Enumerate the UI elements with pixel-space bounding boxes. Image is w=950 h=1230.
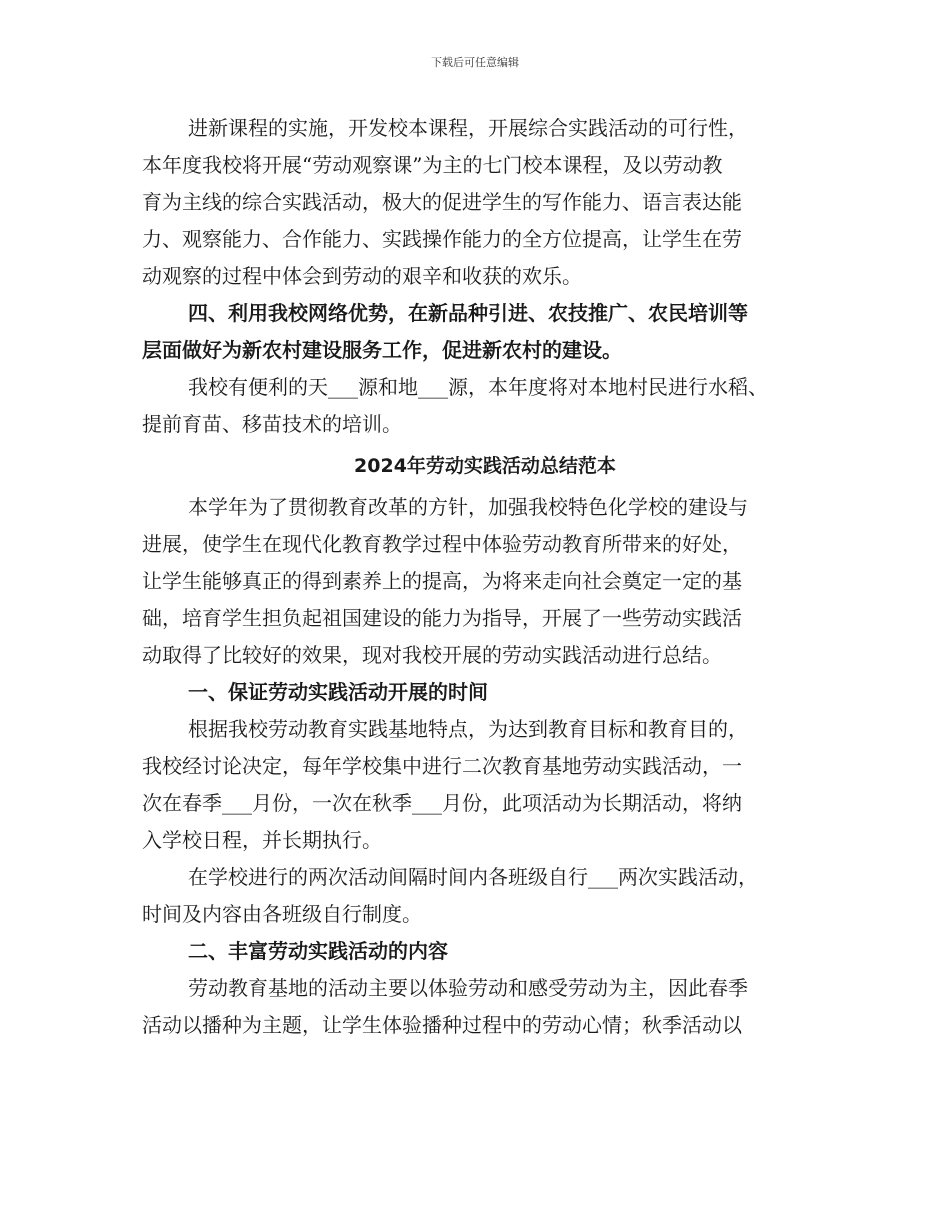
section-heading: 二、丰富劳动实践活动的内容 — [188, 939, 448, 963]
paragraph-line: 础，培育学生担负起祖国建设的能力为指导，开展了一些劳动实践活 — [142, 606, 742, 630]
document-title: 2024年劳动实践活动总结范本 — [354, 455, 616, 477]
paragraph-line: 劳动教育基地的活动主要以体验劳动和感受劳动为主，因此春季 — [188, 976, 748, 1000]
paragraph-line: 动观察的过程中体会到劳动的艰辛和收获的欢乐。 — [142, 264, 582, 288]
paragraph-line: 在学校进行的两次活动间隔时间内各班级自行___两次实践活动， — [188, 865, 758, 889]
paragraph-line: 时间及内容由各班级自行制度。 — [142, 902, 422, 926]
page-header: 下载后可任意编辑 — [431, 56, 519, 69]
paragraph-line: 进展，使学生在现代化教育教学过程中体验劳动教育所带来的好处， — [142, 532, 742, 556]
paragraph-line: 入学校日程，并长期执行。 — [142, 828, 382, 852]
paragraph-line: 让学生能够真正的得到素养上的提高，为将来走向社会奠定一定的基 — [142, 569, 742, 593]
paragraph-line: 我校经讨论决定，每年学校集中进行二次教育基地劳动实践活动，一 — [142, 754, 742, 778]
paragraph-line: 次在春季___月份，一次在秋季___月份，此项活动为长期活动，将纳 — [142, 791, 742, 815]
document-body — [142, 110, 828, 1044]
paragraph-line: 本学年为了贯彻教育改革的方针，加强我校特色化学校的建设与 — [188, 495, 748, 519]
paragraph-line: 育为主线的综合实践活动，极大的促进学生的写作能力、语言表达能 — [142, 190, 742, 214]
paragraph-line: 力、观察能力、合作能力、实践操作能力的全方位提高，让学生在劳 — [142, 227, 742, 251]
paragraph-line: 提前育苗、移苗技术的培训。 — [142, 412, 402, 436]
section-heading: 一、保证劳动实践活动开展的时间 — [188, 680, 488, 704]
paragraph-line: 本年度我校将开展“劳动观察课”为主的七门校本课程，及以劳动教 — [142, 153, 723, 177]
section-heading: 四、利用我校网络优势，在新品种引进、农技推广、农民培训等 — [188, 301, 748, 325]
paragraph-line: 动取得了比较好的效果，现对我校开展的劳动实践活动进行总结。 — [142, 643, 722, 667]
paragraph-line: 我校有便利的天___源和地___源，本年度将对本地村民进行水稻、 — [188, 375, 768, 399]
paragraph-line: 进新课程的实施，开发校本课程，开展综合实践活动的可行性， — [188, 116, 748, 140]
section-heading: 层面做好为新农村建设服务工作，促进新农村的建设。 — [142, 338, 622, 362]
paragraph-line: 根据我校劳动教育实践基地特点，为达到教育目标和教育目的， — [188, 717, 748, 741]
paragraph-line: 活动以播种为主题，让学生体验播种过程中的劳动心情；秋季活动以 — [142, 1013, 742, 1037]
